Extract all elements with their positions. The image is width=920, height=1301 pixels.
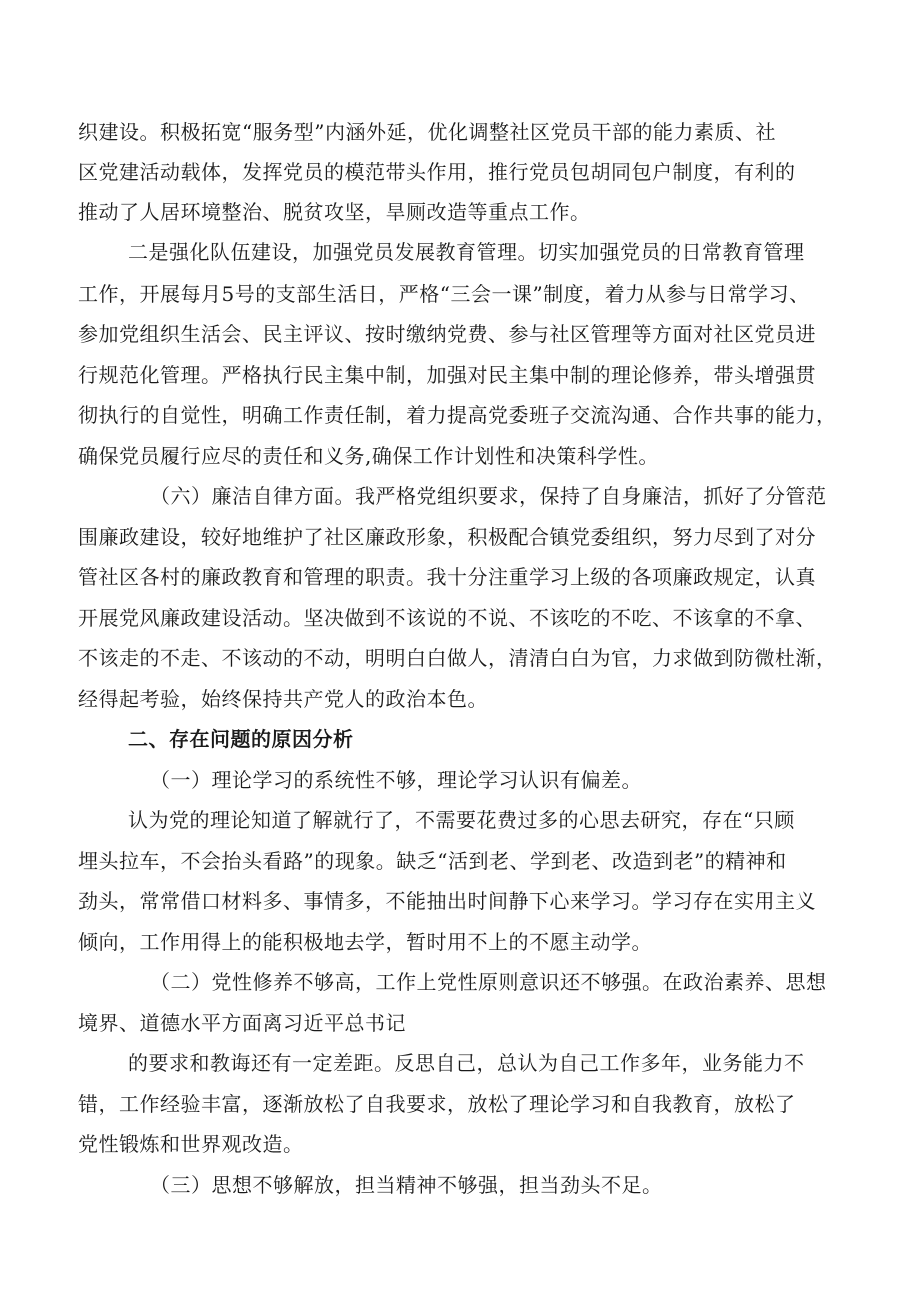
text-line: 区党建活动载体，发挥党员的模范带头作用，推行党员包胡同包户制度，有利的 [78, 160, 796, 184]
text-line: 开展党风廉政建设活动。坚决做到不该说的不说、不该吃的不吃、不该拿的不拿、 [78, 606, 816, 630]
text-line: 党性锻炼和世界观改造。 [78, 1132, 304, 1156]
text-line: 行规范化管理。严格执行民主集中制，加强对民主集中制的理论修养，带头增强贯 [78, 363, 816, 387]
text-line: （二）党性修养不够高，工作上党性原则意识还不够强。在政治素养、思想 [150, 970, 827, 994]
text-line: 管社区各村的廉政教育和管理的职责。我十分注重学习上级的各项廉政规定，认真 [78, 565, 816, 589]
text-line: 参加党组织生活会、民主评议、按时缴纳党费、参与社区管理等方面对社区党员进 [78, 322, 816, 346]
text-line: 错，工作经验丰富，逐渐放松了自我要求，放松了理论学习和自我教育，放松了 [78, 1092, 796, 1116]
subsection-heading: （一）理论学习的系统性不够，理论学习认识有偏差。 [150, 768, 642, 792]
text-line: 的要求和教诲还有一定差距。反思自己，总认为自己工作多年，业务能力不 [128, 1051, 805, 1075]
text-line: 彻执行的自觉性，明确工作责任制，着力提高党委班子交流沟通、合作共事的能力， [78, 403, 837, 427]
section-heading: 二、存在问题的原因分析 [128, 727, 354, 751]
text-line: 不该走的不走、不该动的不动，明明白白做人，清清白白为官，力求做到防微杜渐， [78, 646, 837, 670]
text-line: 织建设。积极拓宽“服务型”内涵外延，优化调整社区党员干部的能力素质、社 [78, 120, 776, 144]
text-line: 认为党的理论知道了解就行了，不需要花费过多的心思去研究，存在“只顾 [128, 808, 795, 832]
text-line: 境界、道德水平方面离习近平总书记 [78, 1011, 406, 1035]
text-line: 围廉政建设，较好地维护了社区廉政形象，积极配合镇党委组织，努力尽到了对分 [78, 525, 816, 549]
text-line: 二是强化队伍建设，加强党员发展教育管理。切实加强党员的日常教育管理 [128, 240, 805, 264]
text-line: 工作，开展每月5号的支部生活日，严格“三会一课”制度，着力从参与日常学习、 [78, 282, 810, 306]
text-line: （六）廉洁自律方面。我严格党组织要求，保持了自身廉洁，抓好了分管范 [150, 484, 827, 508]
text-line: 埋头拉车，不会抬头看路”的现象。缺乏“活到老、学到老、改造到老”的精神和 [78, 849, 787, 873]
text-line: 倾向，工作用得上的能积极地去学，暂时用不上的不愿主动学。 [78, 930, 652, 954]
text-line: 推动了人居环境整治、脱贫攻坚，旱厕改造等重点工作。 [78, 200, 591, 224]
text-line: 劲头，常常借口材料多、事情多，不能抽出时间静下心来学习。学习存在实用主义 [78, 889, 816, 913]
text-line: 确保党员履行应尽的责任和义务,确保工作计划性和决策科学性。 [78, 444, 659, 468]
subsection-heading: （三）思想不够解放，担当精神不够强，担当劲头不足。 [150, 1173, 663, 1197]
text-line: 经得起考验，始终保持共产党人的政治本色。 [78, 687, 488, 711]
